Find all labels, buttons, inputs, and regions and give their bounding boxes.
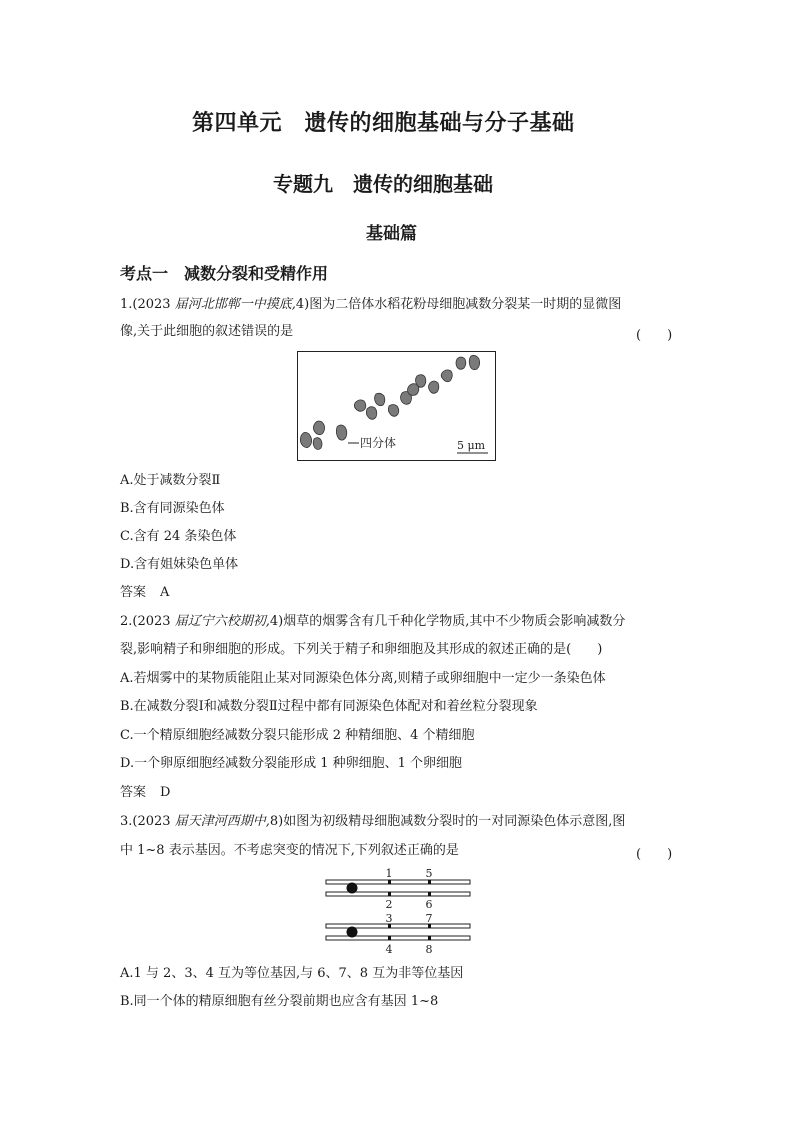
question-2-answer: 答案 D: [120, 785, 171, 800]
gene-label-8: 8: [425, 943, 433, 956]
tetrad: [336, 425, 346, 440]
unit-title: 第四单元 遗传的细胞基础与分子基础: [192, 111, 575, 136]
point-title: 考点一 减数分裂和受精作用: [120, 264, 329, 283]
gene-marker: [388, 892, 391, 896]
chromosome-diagram: [324, 866, 472, 958]
question-1-option-c: C.含有 24 条染色体: [120, 529, 237, 544]
tetrad: [469, 355, 479, 369]
question-1-option-a: A.处于减数分裂Ⅱ: [120, 473, 221, 488]
gene-label-1: 1: [385, 867, 393, 880]
gene-marker: [428, 880, 431, 884]
question-2-stem-line1: 2.(2023 届辽宁六校期初,4)烟草的烟雾含有几千种化学物质,其中不少物质会影响减数分: [120, 614, 626, 629]
question-1-answer-paren: ( ): [636, 328, 673, 343]
scale-bar-label: 5 μm: [457, 439, 486, 452]
tetrad: [416, 375, 426, 388]
question-1-option-b: B.含有同源染色体: [120, 501, 225, 516]
gene-label-5: 5: [425, 867, 433, 880]
question-1-answer: 答案 A: [120, 585, 170, 600]
centromere-1: [347, 883, 358, 894]
centromere-2: [347, 927, 358, 938]
question-2-option-a: A.若烟雾中的某物质能阻止某对同源染色体分离,则精子或卵细胞中一定少一条染色体: [120, 671, 606, 686]
question-3-option-a: A.1 与 2、3、4 互为等位基因,与 6、7、8 互为非等位基因: [120, 966, 464, 981]
tetrad: [429, 381, 439, 393]
question-1-stem-line1: 1.(2023 届河北邯郸一中摸底,4)图为二倍体水稻花粉母细胞减数分裂某一时期的显微图: [120, 297, 622, 312]
tetrad: [354, 400, 365, 411]
chromatid-1: [326, 880, 470, 884]
tetrad: [456, 357, 466, 369]
tetrad-label: 四分体: [360, 436, 397, 450]
gene-label-4: 4: [385, 943, 393, 956]
question-1-option-d: D.含有姐妹染色单体: [120, 557, 239, 572]
section-title: 基础篇: [366, 224, 417, 244]
question-3-stem-line1: 3.(2023 届天津河西期中,8)如图为初级精母细胞减数分裂时的一对同源染色体示意图,图: [120, 814, 626, 829]
question-2-option-d: D.一个卵原细胞经减数分裂能形成 1 种卵细胞、1 个卵细胞: [120, 756, 463, 771]
gene-label-6: 6: [425, 898, 433, 911]
gene-marker: [428, 892, 431, 896]
chromatid-2: [326, 892, 470, 896]
chromatid-4: [326, 936, 470, 940]
tetrad: [313, 438, 322, 450]
gene-label-3: 3: [385, 912, 393, 925]
gene-marker: [428, 936, 431, 940]
chromatid-3: [326, 924, 470, 928]
question-3-answer-paren: ( ): [636, 847, 673, 862]
tetrad: [300, 432, 311, 447]
question-2-stem-line2: 裂,影响精子和卵细胞的形成。下列关于精子和卵细胞及其形成的叙述正确的是( ): [120, 642, 603, 657]
question-1-stem-line2: 像,关于此细胞的叙述错误的是: [120, 324, 294, 339]
micrograph-figure: [297, 351, 496, 461]
question-2-option-b: B.在减数分裂Ⅰ和减数分裂Ⅱ过程中都有同源染色体配对和着丝粒分裂现象: [120, 699, 538, 714]
question-3-stem-line2: 中 1~8 表示基因。不考虑突变的情况下,下列叙述正确的是: [120, 843, 459, 858]
gene-marker: [388, 936, 391, 940]
gene-label-2: 2: [385, 898, 393, 911]
question-2-option-c: C.一个精原细胞经减数分裂只能形成 2 种精细胞、4 个精细胞: [120, 728, 475, 743]
gene-marker: [388, 880, 391, 884]
question-3-option-b: B.同一个体的精原细胞有丝分裂前期也应含有基因 1~8: [120, 994, 439, 1009]
gene-label-7: 7: [425, 912, 433, 925]
topic-title: 专题九 遗传的细胞基础: [273, 172, 493, 196]
tetrad: [313, 421, 324, 435]
